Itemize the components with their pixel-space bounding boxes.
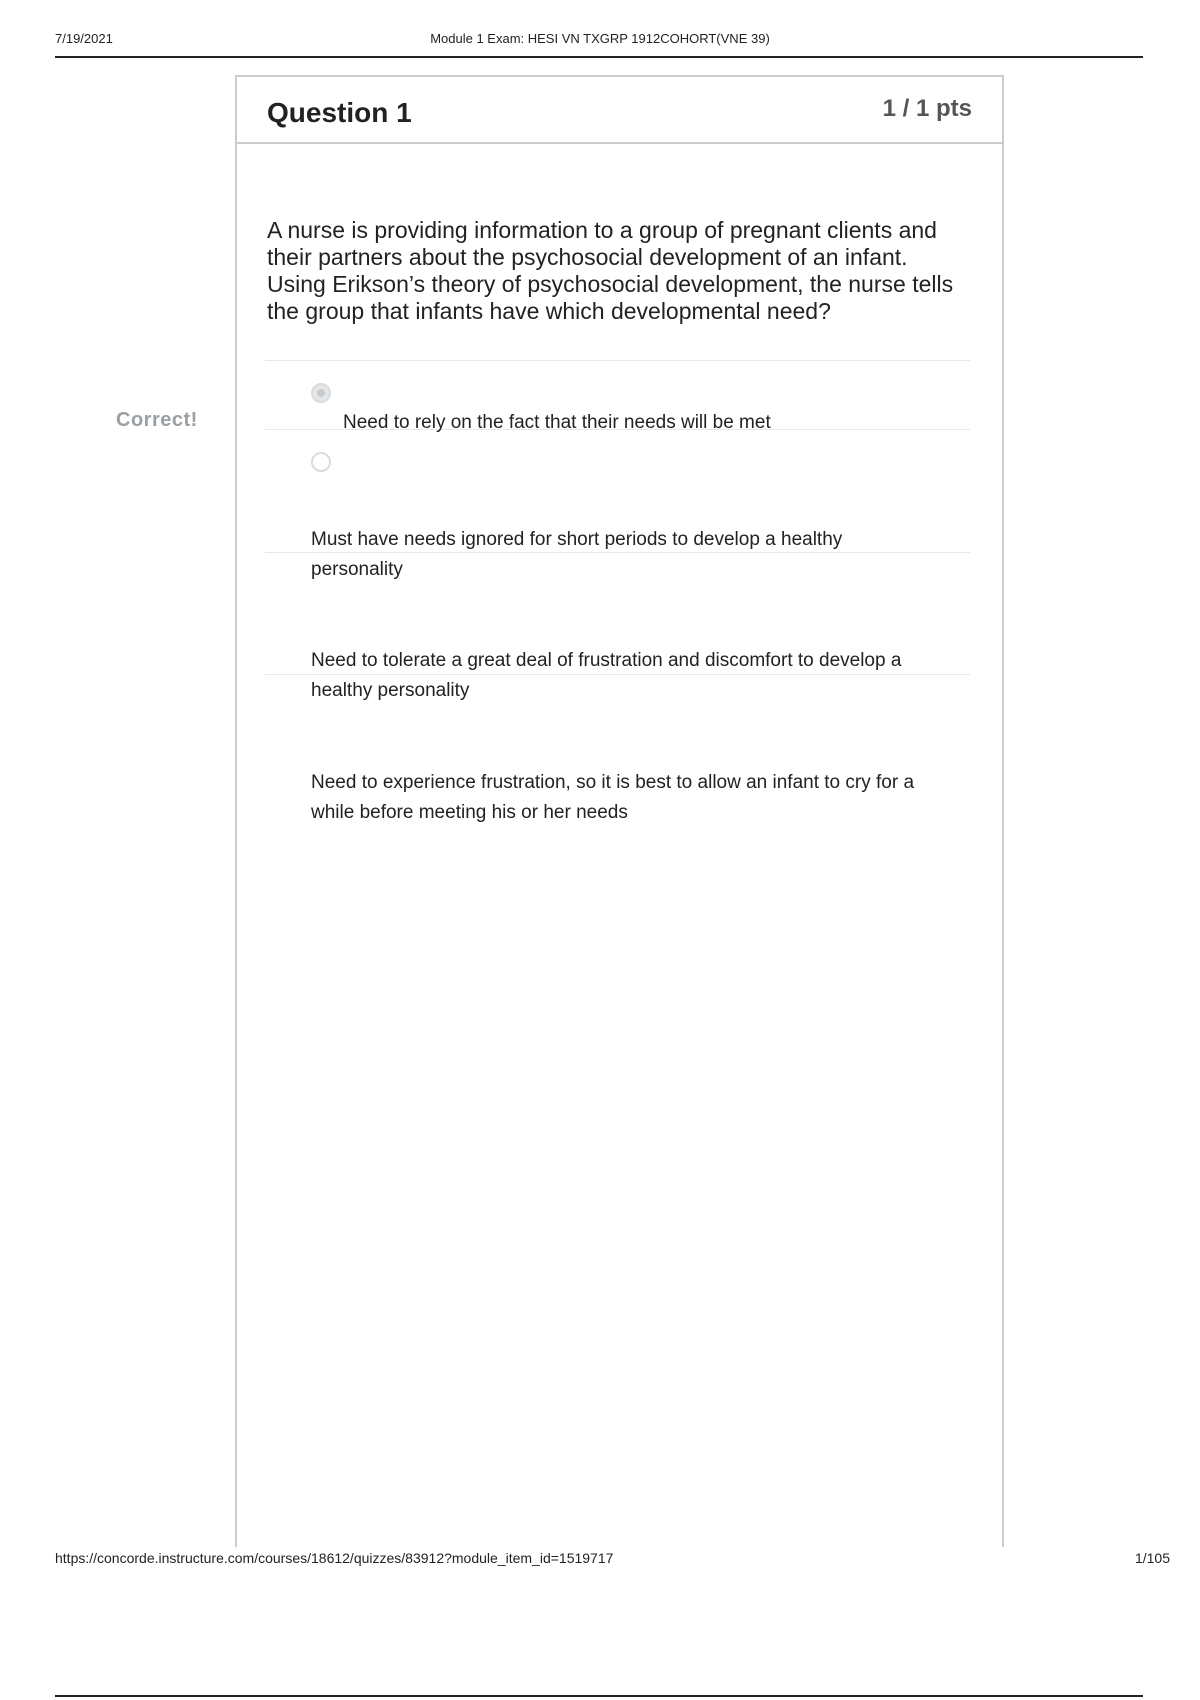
print-date: 7/19/2021: [55, 31, 113, 46]
answer-radio-2[interactable]: [311, 452, 331, 472]
page-title: Module 1 Exam: HESI VN TXGRP 1912COHORT(VNE 39): [430, 31, 770, 46]
answer-option-1[interactable]: Need to rely on the fact that their needs will be met: [343, 412, 771, 433]
answer-option-3[interactable]: Need to tolerate a great deal of frustration and discomfort to develop a healthy personality: [311, 650, 902, 701]
answer-divider: [265, 360, 970, 361]
bottom-divider: [55, 1695, 1143, 1697]
question-points: 1 / 1 pts: [882, 95, 972, 122]
header-divider: [55, 56, 1143, 58]
question-header: [237, 77, 1002, 144]
correct-indicator-bar: [235, 410, 237, 435]
page-number: 1/105: [1134, 1550, 1170, 1566]
page-url: https://concorde.instructure.com/courses/18612/quizzes/83912?module_item_id=1519717: [55, 1550, 614, 1566]
answer-option-2[interactable]: Must have needs ignored for short periods to develop a healthy personality: [311, 529, 843, 580]
answer-radio-1[interactable]: [311, 383, 331, 403]
question-text: A nurse is providing information to a group of pregnant clients and their partners about the psychosocial development of an infant. Using Erikson’s theory of psychosocial development, the nurse tells the group that infants have which developmental need?: [267, 217, 954, 324]
correct-answer-label: Correct!: [116, 409, 198, 431]
question-title: Question 1: [267, 97, 412, 128]
answer-option-4[interactable]: Need to experience frustration, so it is best to allow an infant to cry for a while before meeting his or her needs: [311, 772, 915, 823]
